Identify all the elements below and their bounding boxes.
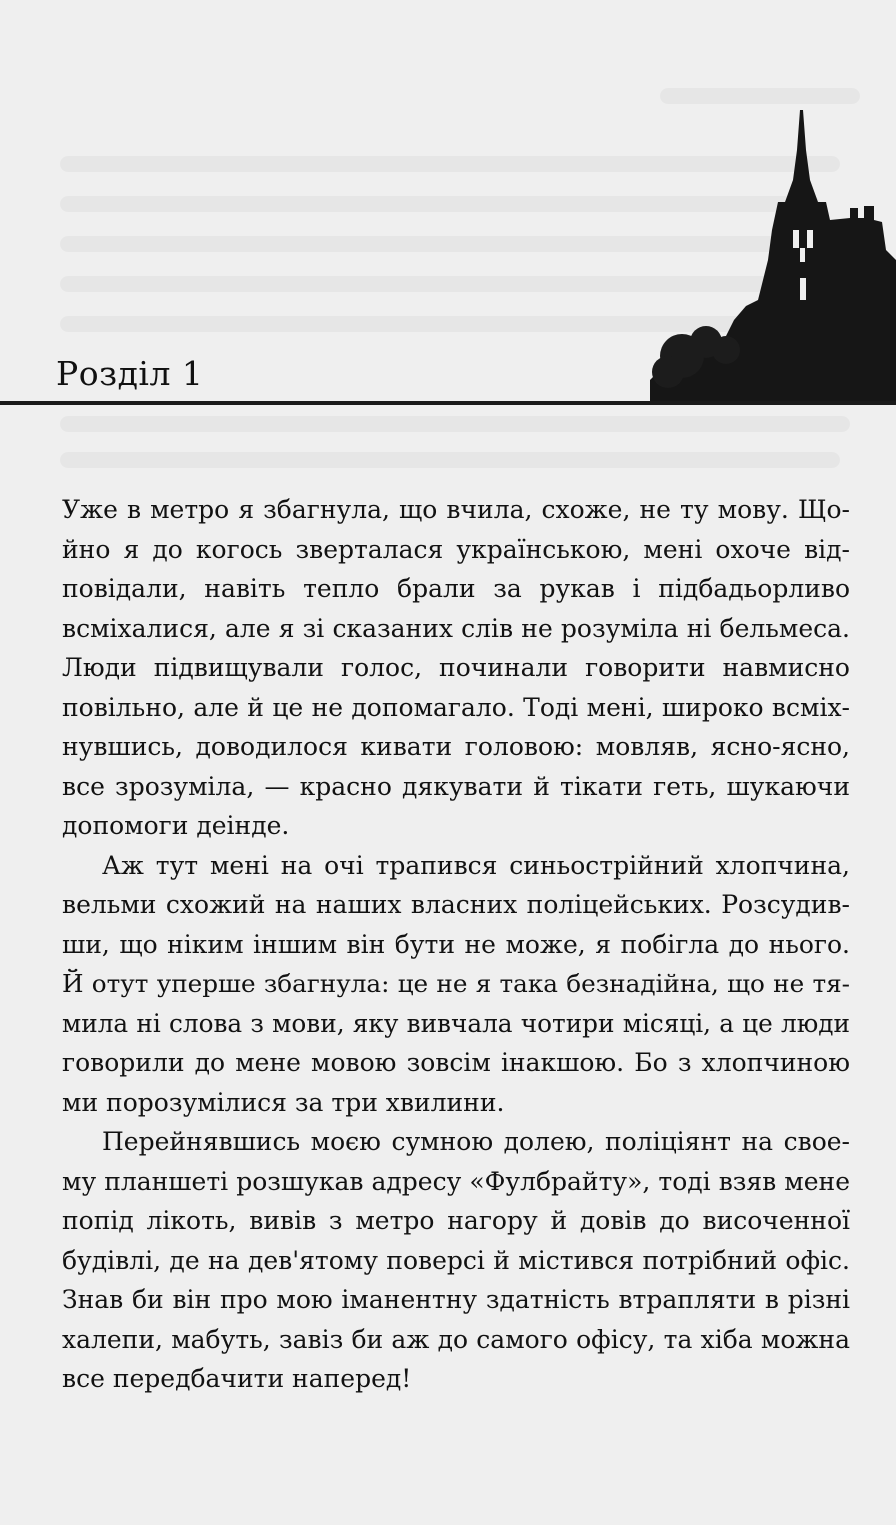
- text-line: Люди підвищували голос, починали говорити навмисно: [62, 653, 850, 682]
- text-line: повільно, але й це не допомагало. Тоді мені, широко всміх-: [62, 692, 850, 722]
- chapter-body: [62, 490, 850, 1399]
- text-line: халепи, мабуть, завіз би аж до самого офісу, та хіба можна: [62, 1324, 850, 1354]
- text-line: допомоги деінде.: [62, 811, 290, 840]
- text-line: будівлі, де на дев'ятому поверсі й містився потрібний офіс.: [62, 1245, 850, 1275]
- text-line: му планшеті розшукав адресу «Фулбрайту», тоді взяв мене: [62, 1166, 850, 1196]
- paragraph-2: [62, 846, 850, 1123]
- text-line: Й отут уперше збагнула: це не я така безнадійна, що не тя-: [62, 969, 850, 998]
- text-line: всміхалися, але я зі сказаних слів не розуміла ні бельмеса.: [62, 613, 850, 643]
- text-line: ми порозумілися за три хвилини.: [62, 1087, 505, 1117]
- paragraph-3: [62, 1122, 850, 1399]
- chapter-title: Розділ 1: [56, 354, 204, 393]
- text-line: вельми схожий на наших власних поліцейських. Розсудив-: [62, 890, 850, 919]
- text-line: нувшись, доводилося кивати головою: мовляв, ясно-ясно,: [62, 732, 850, 761]
- text-line: йно я до когось зверталася українською, мені охоче від-: [62, 534, 850, 564]
- text-line: мила ні слова з мови, яку вивчала чотири місяці, а це люди: [62, 1008, 850, 1038]
- text-line: Уже в метро я збагнула, що вчила, схоже, не ту мову. Що-: [62, 495, 850, 524]
- text-line: все зрозуміла, — красно дякувати й тікати геть, шукаючи: [62, 771, 850, 801]
- chapter-divider-rule: [0, 401, 896, 405]
- text-line: попід лікоть, вивів з метро нагору й довів до височенної: [62, 1206, 850, 1235]
- text-line: повідали, навіть тепло брали за рукав і підбадьорливо: [62, 574, 850, 603]
- text-line: Знав би він про мою іманентну здатність втрапляти в різні: [62, 1285, 850, 1314]
- text-line: ши, що ніким іншим він бути не може, я побігла до нього.: [62, 929, 850, 959]
- text-line: Перейнявшись моєю сумною долею, поліціянт на свое-: [102, 1127, 850, 1156]
- text-line: все передбачити наперед!: [62, 1364, 412, 1393]
- paragraph-1: [62, 490, 850, 846]
- text-line: говорили до мене мовою зовсім інакшою. Бо з хлопчиною: [62, 1048, 850, 1077]
- text-line: Аж тут мені на очі трапився синьострійний хлопчина,: [102, 850, 850, 880]
- castle-silhouette-illustration: [650, 110, 896, 406]
